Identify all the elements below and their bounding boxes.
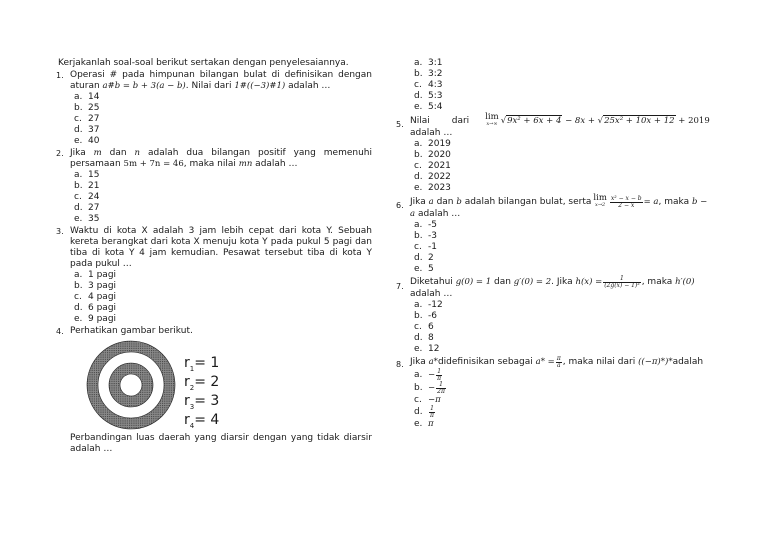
stem-text: adalah dua bilangan positif yang memenuhi persamaan [70, 148, 373, 169]
question-stem: Jika a dan b adalah bilangan bulat, serta lim x→2 $\frac{\text{x² − x − b}}{2 - x}$ = a , maka b − [410, 193, 708, 209]
option-a [70, 170, 372, 181]
option-b [70, 103, 372, 114]
option-d [410, 253, 714, 264]
options-list [70, 92, 372, 147]
option-value: 2020 [428, 150, 451, 160]
option-sign: − [428, 370, 436, 380]
option-c [410, 395, 714, 406]
option-e [70, 136, 372, 147]
option-value: 21 [88, 181, 100, 191]
option-c [410, 161, 714, 172]
option-value: 6 pagi [88, 303, 117, 313]
option-label: a. [74, 170, 83, 180]
option-value: 40 [88, 136, 100, 146]
math-var: m [93, 148, 102, 158]
option-c [410, 80, 714, 91]
sqrt-2: √25x² + 10x + 12 [597, 115, 675, 126]
option-label: b. [414, 69, 423, 79]
option-value: -1 [428, 242, 437, 252]
question-number: 5. [396, 120, 404, 129]
question-number: 2. [56, 149, 64, 158]
question-stem: Waktu di kota X adalah 3 jam lebih cepat dari kota Y. Sebuah kereta berangkat dari kota X menuju kota Y pada pukul 5 pagi dan tiba di kota Y 4 jam kemudian. Pesawat tersebut tiba di kota Y pada pukul … [70, 226, 372, 269]
option-sign: − [428, 383, 436, 393]
question-number: 7. [396, 282, 404, 291]
question-stem [410, 114, 714, 128]
stem-text: . Jika [551, 277, 573, 287]
option-b [410, 69, 714, 80]
option-label: b. [74, 281, 83, 291]
fraction: $\frac{\text{x² − x − b}}{2 - x}$ [610, 194, 642, 209]
option-value: 37 [88, 125, 100, 135]
option-value: -5 [428, 220, 437, 230]
option-value: 2019 [428, 139, 451, 149]
option-value: 12 [428, 344, 440, 354]
options-list [410, 220, 714, 275]
options-list [70, 270, 372, 325]
sqrt-1: √9x² + 6x + 4 [500, 115, 562, 126]
stem-text: , maka [641, 277, 673, 287]
option-label: d. [414, 91, 423, 101]
option-b [410, 311, 714, 322]
option-e [70, 314, 372, 325]
options-list [410, 139, 714, 194]
question-number: 1. [56, 71, 64, 80]
option-d [410, 333, 714, 344]
radius-label-3: $r_3= 3$ [184, 393, 220, 411]
option-value: 5:3 [428, 91, 443, 101]
math-var: mn [238, 159, 253, 169]
stem-text: Jika [410, 357, 426, 367]
stem-text: Nilai [410, 115, 430, 126]
option-value: 2023 [428, 183, 451, 193]
limit-operator: lim x→∞ [485, 112, 499, 127]
option-a [410, 139, 714, 150]
option-label: c. [74, 192, 82, 202]
stem-text: . Nilai dari [185, 81, 235, 91]
question-stem: Jika a* didefinisikan sebagai a* = $\frac{\pi}{a}$ , maka nilai dari ((−π)*)* adalah [410, 355, 704, 369]
question-4-options [396, 58, 714, 113]
ring-1 [120, 374, 142, 396]
stem-text: adalah … [285, 81, 331, 91]
question-7 [396, 276, 714, 355]
option-fraction: $\frac{1}{\pi}$ [437, 368, 442, 382]
option-label: e. [74, 136, 83, 146]
option-d [410, 406, 714, 419]
option-label: a. [414, 370, 423, 380]
option-a [410, 369, 714, 382]
option-label: e. [414, 344, 423, 354]
stem-text-line2: adalah … [410, 289, 453, 299]
radius-label-1: $r_1= 1$ [184, 355, 220, 373]
option-label: d. [74, 125, 83, 135]
fraction: $\frac{1}{\text{(2g(x) − 1)³}}$ [604, 275, 640, 289]
option-e [410, 344, 714, 355]
option-e [410, 264, 714, 275]
limit-expression: √9x² + 6x + 4 − 8x + √25x² + 10x + 12 + 2019 [500, 115, 710, 126]
option-value: 5 [428, 264, 434, 274]
option-value: 1 pagi [88, 270, 117, 280]
left-column [56, 58, 372, 456]
option-d [70, 203, 372, 214]
option-label: a. [414, 220, 423, 230]
option-label: a. [74, 92, 83, 102]
option-b [410, 231, 714, 242]
option-label: e. [414, 264, 423, 274]
option-label: c. [414, 80, 422, 90]
option-value: 2021 [428, 161, 451, 171]
concentric-circles-figure [70, 339, 372, 433]
option-e [410, 183, 714, 194]
option-value: 3:1 [428, 58, 443, 68]
option-label: c. [414, 322, 422, 332]
option-label: b. [414, 231, 423, 241]
options-list [410, 300, 714, 355]
option-label: b. [74, 103, 83, 113]
option-value: 24 [88, 192, 100, 202]
options-list [70, 170, 372, 225]
option-a [410, 58, 714, 69]
option-label: d. [74, 303, 83, 313]
stem-text: didefinisikan sebagai [437, 357, 533, 367]
question-stem: Diketahui g(0) = 1 dan g′(0) = 2 . Jika h(x) = $\frac{1}{\text{(2g(x) − 1)³}}$ , maka h′(0) [410, 275, 695, 289]
option-b [410, 150, 714, 161]
math-expression: 5m + 7n = 46 [123, 159, 184, 169]
option-a [410, 300, 714, 311]
question-8 [396, 356, 714, 430]
question-number: 4. [56, 327, 64, 336]
option-c [70, 192, 372, 203]
option-label: c. [74, 292, 82, 302]
stem-text: adalah … [410, 128, 453, 138]
option-value: 2 [428, 253, 434, 263]
option-value: π [428, 419, 434, 429]
option-label: d. [414, 407, 423, 417]
radius-label-4: $r_4= 4$ [184, 412, 220, 430]
option-value: 5:4 [428, 102, 443, 112]
option-value: 9 pagi [88, 314, 117, 324]
option-label: d. [414, 253, 423, 263]
math-expression: a#b = b + 3(a − b) [102, 81, 186, 91]
instructions: Kerjakanlah soal-soal berikut sertakan dengan penyelesaiannya. [58, 58, 349, 68]
option-label: e. [74, 214, 83, 224]
option-label: a. [74, 270, 83, 280]
stem-text: Operasi # pada himpunan bilangan bulat di definisikan dengan aturan [70, 70, 372, 91]
option-c [70, 292, 372, 303]
option-label: d. [74, 203, 83, 213]
option-value: 8 [428, 333, 434, 343]
option-label: b. [74, 181, 83, 191]
stem-text: dan [436, 196, 454, 207]
question-1 [56, 70, 372, 147]
radius-label-2: $r_2= 2$ [184, 374, 220, 392]
question-4 [56, 326, 372, 455]
concentric-rings-image [85, 339, 177, 431]
stem-text-line2: a adalah … [410, 209, 461, 219]
option-label: c. [414, 242, 422, 252]
option-label: c. [74, 114, 82, 124]
question-3 [56, 226, 372, 325]
question-4-text: Perbandingan luas daerah yang diarsir dengan yang tidak diarsir adalah … [70, 433, 372, 454]
option-label: b. [414, 150, 423, 160]
option-label: b. [414, 311, 423, 321]
stem-text: dan [493, 277, 511, 287]
option-label: e. [74, 314, 83, 324]
stem-text: adalah … [252, 159, 298, 169]
option-value: 27 [88, 203, 100, 213]
option-fraction: $\frac{1}{2\pi}$ [437, 381, 445, 395]
option-d [70, 303, 372, 314]
option-label: a. [414, 58, 423, 68]
options-list [410, 369, 714, 430]
question-2 [56, 148, 372, 225]
option-value: -6 [428, 311, 437, 321]
stem-text: Diketahui [410, 277, 453, 287]
stem-text: , maka nilai dari [562, 357, 636, 367]
option-d [410, 172, 714, 183]
option-value: 2022 [428, 172, 451, 182]
option-b [70, 181, 372, 192]
fraction: $\frac{\pi}{a}$ [556, 355, 561, 369]
math-var: n [134, 148, 141, 158]
question-number: 6. [396, 201, 404, 210]
stem-text: , maka [658, 196, 690, 207]
option-value: 27 [88, 114, 100, 124]
limit-operator: lim x→2 [593, 193, 607, 208]
option-c [70, 114, 372, 125]
option-value: 15 [88, 170, 100, 180]
option-d [70, 125, 372, 136]
option-value: −π [428, 395, 441, 405]
option-value: 4 pagi [88, 292, 117, 302]
option-c [410, 242, 714, 253]
question-number: 8. [396, 360, 404, 369]
question-stem [70, 148, 372, 170]
question-stem: Perhatikan gambar berikut. [70, 326, 193, 336]
option-a [70, 92, 372, 103]
option-value: 3 pagi [88, 281, 117, 291]
options-list [410, 58, 714, 113]
option-label: c. [414, 161, 422, 171]
option-label: a. [414, 300, 423, 310]
option-label: e. [414, 419, 423, 429]
option-value: 6 [428, 322, 434, 332]
option-e [410, 419, 714, 430]
option-label: c. [414, 395, 422, 405]
option-fraction: $\frac{1}{\pi}$ [430, 405, 434, 419]
option-value: 14 [88, 92, 100, 102]
option-c [410, 322, 714, 333]
question-stem [70, 70, 372, 92]
stem-text: dari [451, 115, 470, 126]
option-b [410, 382, 714, 395]
right-column [396, 58, 714, 431]
option-label: a. [414, 139, 423, 149]
stem-text: , maka nilai [183, 159, 239, 169]
option-b [70, 281, 372, 292]
question-6 [396, 195, 714, 275]
math-expression: 1#((−3)#1) [234, 81, 286, 91]
stem-text: Jika [70, 148, 94, 158]
option-a [70, 270, 372, 281]
option-value: -3 [428, 231, 437, 241]
option-value: 35 [88, 214, 100, 224]
option-e [70, 214, 372, 225]
option-label: d. [414, 172, 423, 182]
option-label: e. [414, 102, 423, 112]
option-e [410, 102, 714, 113]
stem-text: dan [101, 148, 135, 158]
question-5 [396, 114, 714, 194]
option-label: d. [414, 333, 423, 343]
stem-text: adalah [672, 357, 704, 367]
option-value: 4:3 [428, 80, 443, 90]
option-value: -12 [428, 300, 443, 310]
option-d [410, 91, 714, 102]
option-value: 25 [88, 103, 100, 113]
option-label: e. [414, 183, 423, 193]
stem-text: adalah bilangan bulat, serta [464, 196, 592, 207]
question-number: 3. [56, 227, 64, 236]
option-value: 3:2 [428, 69, 443, 79]
stem-text: Jika [410, 196, 426, 207]
option-label: b. [414, 383, 423, 393]
option-a [410, 220, 714, 231]
